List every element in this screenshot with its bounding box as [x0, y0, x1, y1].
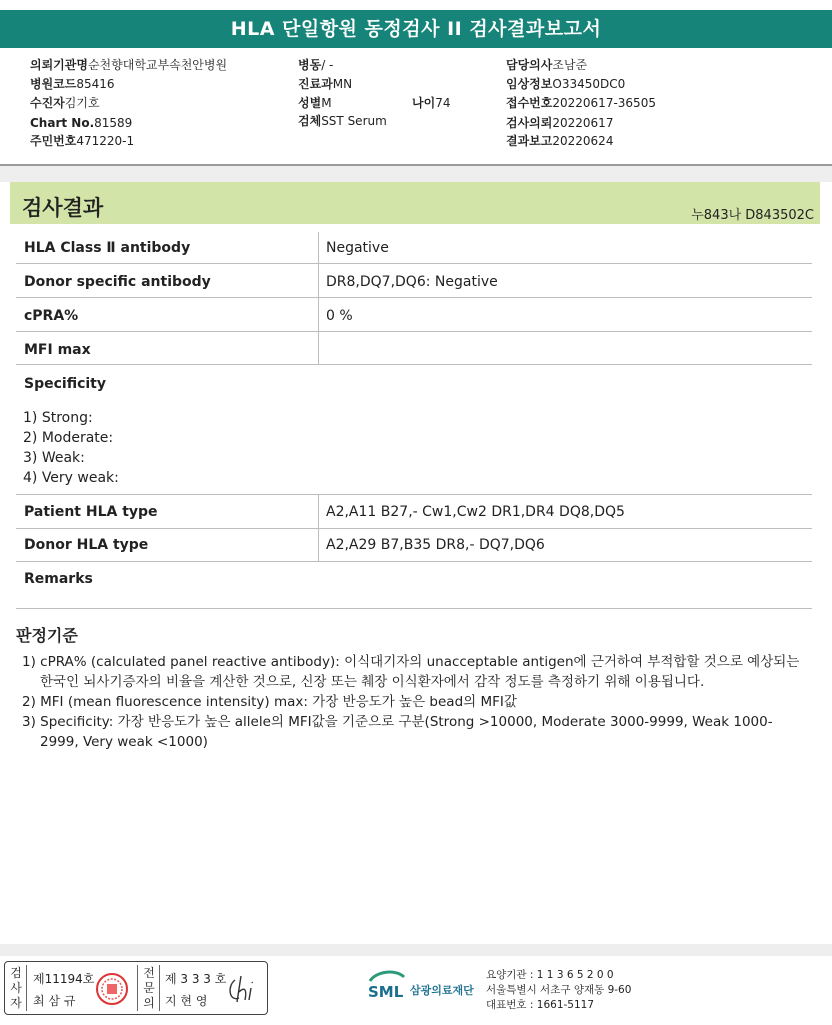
info-row: [506, 94, 656, 113]
row-divider: [16, 608, 812, 609]
info-row: [506, 132, 613, 151]
specificity-item: 2) Moderate:: [23, 430, 114, 446]
row-divider: [16, 561, 812, 562]
row-divider: [16, 528, 812, 529]
info-value: MN: [332, 77, 353, 91]
section-spacer: [0, 166, 832, 182]
row-divider: [16, 297, 812, 298]
specificity-list: [23, 408, 119, 488]
info-label: 병원코드: [30, 77, 77, 91]
signature-divider: [159, 965, 160, 1011]
info-label: 주민번호: [30, 134, 77, 148]
info-row: [298, 112, 387, 131]
info-value: 20220624: [552, 134, 614, 148]
results-code: 누843나 D843502C: [691, 208, 814, 223]
org-name: 삼광의료재단: [410, 984, 474, 997]
info-value: 순천향대학교부속천안병원: [87, 58, 228, 72]
info-label: 나이: [412, 96, 436, 110]
footer-spacer: [0, 944, 832, 956]
specificity-label: Specificity: [24, 376, 106, 392]
results-header: [10, 182, 820, 224]
info-label: 임상정보: [506, 77, 553, 91]
info-row: [30, 75, 115, 94]
result-label: Patient HLA type: [24, 504, 158, 520]
criteria-item: 1) cPRA% (calculated panel reactive antibody): 이식대기자의 unacceptable antigen에 근거하여 부적합할 것으로 예상되는 한국인 뇌사기증자의 비율을 계산한 것으로, 신장 또는 췌장 이식환자에서 감작 정도를 측정하기 위해 이용됩니다.: [22, 654, 800, 690]
info-value: 81589: [94, 116, 133, 130]
info-row: [506, 75, 625, 94]
info-value: 74: [435, 96, 451, 110]
info-value: 20220617: [552, 116, 614, 130]
info-label: 검체: [298, 114, 322, 128]
info-label: 수진자: [30, 96, 65, 110]
info-value: 85416: [76, 77, 115, 91]
signature-divider: [137, 965, 138, 1011]
handwritten-signature-icon: [225, 972, 263, 1006]
row-divider: [16, 263, 812, 264]
result-label: Donor specific antibody: [24, 274, 211, 290]
info-value: 471220-1: [76, 134, 135, 148]
result-label: cPRA%: [24, 308, 79, 324]
tester-license: 제11194호: [33, 972, 95, 986]
signature-divider: [26, 965, 27, 1011]
info-label: 결과보고: [506, 134, 553, 148]
logo-text: SML: [368, 983, 404, 1001]
column-divider: [318, 232, 319, 365]
institution-number: 요양기관 : 1 1 3 6 5 2 0 0: [486, 969, 614, 981]
signature-box: [4, 961, 268, 1015]
report-title: HLA 단일항원 동정검사 II 검사결과보고서: [0, 10, 832, 48]
result-value: 0 %: [326, 308, 353, 324]
remarks-label: Remarks: [24, 571, 93, 587]
results-title: 검사결과: [22, 196, 104, 220]
info-row: [298, 94, 332, 113]
info-value: 조남준: [552, 58, 588, 72]
row-divider: [16, 494, 812, 495]
info-value: O33450DC0: [552, 77, 626, 91]
tester-label: 검사자: [10, 966, 22, 1010]
info-label: 담당의사: [506, 58, 553, 72]
info-row-age: [412, 94, 450, 113]
info-label: 병동: [298, 58, 322, 72]
sml-logo-icon: [366, 967, 408, 1005]
info-row: [30, 132, 134, 151]
info-value: / -: [321, 58, 334, 72]
info-value: 20220617-36505: [552, 96, 656, 110]
org-phone: 대표번호 : 1661-5117: [486, 999, 595, 1011]
result-label: HLA Class Ⅱ antibody: [24, 240, 191, 256]
info-value: 김기호: [64, 96, 100, 110]
tester-name: 최 삼 규: [33, 994, 76, 1008]
column-divider: [318, 494, 319, 561]
info-label: 성별: [298, 96, 322, 110]
specialist-label: 전문의: [143, 966, 155, 1010]
result-label: Donor HLA type: [24, 537, 149, 553]
specificity-item: 4) Very weak:: [23, 470, 119, 486]
criteria-item: 2) MFI (mean fluorescence intensity) max: 가장 반응도가 높은 bead의 MFI값: [22, 694, 517, 710]
info-row: [506, 56, 587, 75]
result-label: MFI max: [24, 342, 91, 358]
info-label: 검사의뢰: [506, 116, 553, 130]
criteria-list: [22, 652, 808, 752]
criteria-item: 3) Specificity: 가장 반응도가 높은 allele의 MFI값을 기준으로 구분(Strong >10000, Moderate 3000-9999, Weak 1000-2999, Very weak <1000): [22, 714, 773, 750]
info-row: [298, 56, 333, 75]
specificity-item: 3) Weak:: [23, 450, 85, 466]
info-row: [30, 56, 227, 75]
info-value: SST Serum: [321, 114, 387, 128]
org-address: 서울특별시 서초구 양재동 9-60: [486, 984, 632, 996]
info-row: [298, 75, 352, 94]
info-row: [30, 94, 100, 113]
seal-stamp-icon: [95, 972, 129, 1006]
result-value: A2,A11 B27,- Cw1,Cw2 DR1,DR4 DQ8,DQ5: [326, 504, 625, 520]
row-divider: [16, 364, 812, 365]
info-label: Chart No.: [30, 116, 95, 130]
specialist-name: 지 현 영: [165, 994, 208, 1008]
info-row: [506, 114, 613, 133]
row-divider: [16, 331, 812, 332]
specialist-license: 제 3 3 3 호: [165, 972, 227, 986]
criteria-title: 판정기준: [16, 626, 78, 645]
result-value: A2,A29 B7,B35 DR8,- DQ7,DQ6: [326, 537, 545, 553]
info-label: 접수번호: [506, 96, 553, 110]
specificity-item: 1) Strong:: [23, 410, 93, 426]
patient-info: [0, 54, 832, 166]
info-row: [30, 114, 132, 133]
info-label: 진료과: [298, 77, 333, 91]
result-value: Negative: [326, 240, 389, 256]
result-value: DR8,DQ7,DQ6: Negative: [326, 274, 498, 290]
info-value: M: [321, 96, 332, 110]
info-label: 의뢰기관명: [30, 58, 88, 72]
org-contact: [486, 968, 631, 1013]
